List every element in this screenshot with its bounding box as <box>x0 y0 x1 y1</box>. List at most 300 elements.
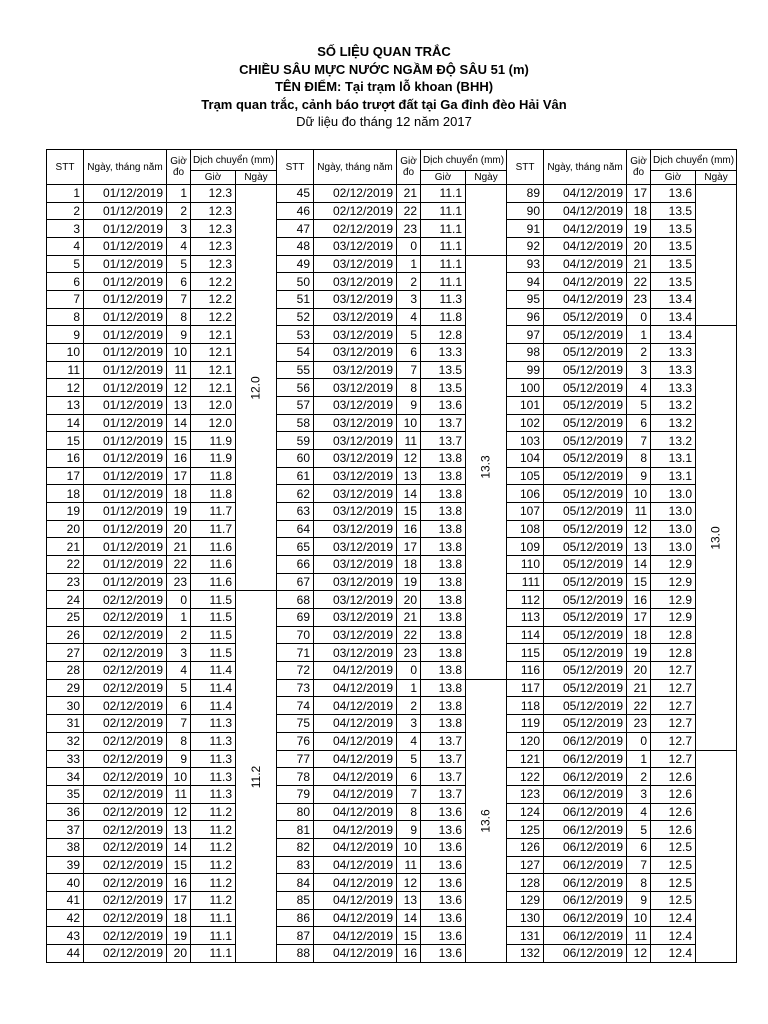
cell-stt: 21 <box>47 538 84 556</box>
cell-hour-movement: 12.1 <box>191 344 236 362</box>
cell-hour-movement: 13.8 <box>421 715 466 733</box>
cell-stt: 6 <box>47 273 84 291</box>
cell-hour: 4 <box>627 803 651 821</box>
cell-hour: 2 <box>397 697 421 715</box>
cell-stt: 105 <box>507 467 544 485</box>
cell-stt: 43 <box>47 927 84 945</box>
cell-hour: 20 <box>397 591 421 609</box>
cell-hour-movement: 12.1 <box>191 379 236 397</box>
cell-date: 05/12/2019 <box>544 326 627 344</box>
cell-stt: 38 <box>47 838 84 856</box>
header-movement: Dịch chuyển (mm) <box>651 150 737 171</box>
cell-hour-movement: 12.6 <box>651 768 696 786</box>
cell-hour: 6 <box>627 838 651 856</box>
cell-stt: 60 <box>277 450 314 468</box>
cell-date: 05/12/2019 <box>544 538 627 556</box>
header-move-day: Ngày <box>696 171 737 185</box>
cell-stt: 37 <box>47 821 84 839</box>
cell-date: 04/12/2019 <box>314 838 397 856</box>
cell-hour: 20 <box>167 520 191 538</box>
table-row <box>47 450 737 468</box>
cell-stt: 91 <box>507 220 544 238</box>
cell-hour-movement: 12.8 <box>651 644 696 662</box>
cell-stt: 127 <box>507 856 544 874</box>
cell-stt: 110 <box>507 556 544 574</box>
cell-stt: 126 <box>507 838 544 856</box>
cell-hour: 17 <box>627 185 651 203</box>
table-body <box>47 185 737 963</box>
cell-hour-movement: 11.3 <box>191 750 236 768</box>
cell-stt: 45 <box>277 185 314 203</box>
header-date: Ngày, tháng năm <box>84 150 167 185</box>
cell-hour: 19 <box>627 644 651 662</box>
cell-date: 04/12/2019 <box>544 273 627 291</box>
table-row <box>47 626 737 644</box>
cell-stt: 65 <box>277 538 314 556</box>
cell-hour-movement: 11.5 <box>191 626 236 644</box>
cell-hour-movement: 13.8 <box>421 450 466 468</box>
cell-date: 03/12/2019 <box>314 397 397 415</box>
cell-date: 02/12/2019 <box>84 821 167 839</box>
cell-stt: 119 <box>507 715 544 733</box>
cell-stt: 15 <box>47 432 84 450</box>
cell-hour-movement: 13.5 <box>651 238 696 256</box>
cell-hour-movement: 13.6 <box>421 821 466 839</box>
cell-stt: 100 <box>507 379 544 397</box>
cell-hour-movement: 11.4 <box>191 679 236 697</box>
cell-hour-movement: 13.5 <box>651 202 696 220</box>
cell-hour-movement: 13.3 <box>651 344 696 362</box>
cell-stt: 99 <box>507 361 544 379</box>
cell-stt: 53 <box>277 326 314 344</box>
cell-hour: 18 <box>397 556 421 574</box>
report-header <box>0 43 768 131</box>
cell-hour-movement: 11.8 <box>191 467 236 485</box>
cell-hour-movement: 12.6 <box>651 785 696 803</box>
cell-hour: 4 <box>397 732 421 750</box>
cell-date: 05/12/2019 <box>544 591 627 609</box>
cell-date: 03/12/2019 <box>314 361 397 379</box>
cell-hour-movement: 11.5 <box>191 609 236 627</box>
cell-stt: 109 <box>507 538 544 556</box>
table-row <box>47 944 737 962</box>
cell-hour-movement: 13.6 <box>421 891 466 909</box>
cell-date: 01/12/2019 <box>84 397 167 415</box>
cell-stt: 77 <box>277 750 314 768</box>
cell-stt: 48 <box>277 238 314 256</box>
cell-hour: 3 <box>167 644 191 662</box>
cell-date: 03/12/2019 <box>314 450 397 468</box>
cell-stt: 118 <box>507 697 544 715</box>
cell-stt: 10 <box>47 344 84 362</box>
cell-hour-movement: 11.4 <box>191 662 236 680</box>
cell-stt: 79 <box>277 785 314 803</box>
cell-hour-movement: 11.7 <box>191 503 236 521</box>
cell-hour-movement: 13.2 <box>651 414 696 432</box>
cell-date: 03/12/2019 <box>314 308 397 326</box>
cell-hour: 23 <box>397 220 421 238</box>
cell-stt: 32 <box>47 732 84 750</box>
cell-hour: 22 <box>627 697 651 715</box>
cell-stt: 49 <box>277 255 314 273</box>
day-average-value: 13.6 <box>479 809 494 833</box>
cell-hour: 16 <box>397 944 421 962</box>
cell-stt: 69 <box>277 609 314 627</box>
cell-date: 06/12/2019 <box>544 838 627 856</box>
cell-date: 02/12/2019 <box>84 768 167 786</box>
cell-hour-movement: 13.1 <box>651 450 696 468</box>
cell-hour-movement: 12.5 <box>651 856 696 874</box>
cell-hour-movement: 13.5 <box>651 255 696 273</box>
cell-hour-movement: 13.7 <box>421 768 466 786</box>
cell-hour: 15 <box>167 856 191 874</box>
cell-date: 05/12/2019 <box>544 679 627 697</box>
cell-hour: 0 <box>627 732 651 750</box>
cell-hour-movement: 12.7 <box>651 662 696 680</box>
cell-hour-movement: 11.1 <box>191 927 236 945</box>
cell-stt: 61 <box>277 467 314 485</box>
cell-stt: 97 <box>507 326 544 344</box>
cell-date: 02/12/2019 <box>84 909 167 927</box>
cell-hour: 18 <box>627 626 651 644</box>
cell-hour-movement: 11.9 <box>191 432 236 450</box>
cell-date: 02/12/2019 <box>84 838 167 856</box>
cell-stt: 39 <box>47 856 84 874</box>
cell-stt: 58 <box>277 414 314 432</box>
cell-stt: 13 <box>47 397 84 415</box>
table-row <box>47 715 737 733</box>
cell-hour-movement: 12.6 <box>651 803 696 821</box>
cell-stt: 52 <box>277 308 314 326</box>
cell-date: 06/12/2019 <box>544 821 627 839</box>
cell-hour: 5 <box>167 255 191 273</box>
header-move-hour: Giờ <box>421 171 466 185</box>
cell-date: 05/12/2019 <box>544 626 627 644</box>
cell-hour-movement: 13.0 <box>651 538 696 556</box>
cell-hour: 2 <box>167 202 191 220</box>
cell-hour: 9 <box>397 821 421 839</box>
table-row <box>47 821 737 839</box>
cell-hour: 13 <box>397 467 421 485</box>
table-row <box>47 591 737 609</box>
cell-date: 06/12/2019 <box>544 768 627 786</box>
cell-hour: 18 <box>627 202 651 220</box>
cell-stt: 36 <box>47 803 84 821</box>
cell-stt: 68 <box>277 591 314 609</box>
cell-hour: 9 <box>397 397 421 415</box>
cell-date: 03/12/2019 <box>314 432 397 450</box>
cell-hour: 10 <box>627 909 651 927</box>
cell-hour: 12 <box>397 450 421 468</box>
cell-hour: 3 <box>167 220 191 238</box>
cell-hour-movement: 12.7 <box>651 732 696 750</box>
header-hour: Giờ đo <box>167 150 191 185</box>
cell-stt: 70 <box>277 626 314 644</box>
cell-hour-movement: 11.8 <box>421 308 466 326</box>
cell-date: 01/12/2019 <box>84 556 167 574</box>
cell-hour-movement: 11.2 <box>191 891 236 909</box>
data-table <box>46 149 737 963</box>
cell-hour-movement: 11.3 <box>421 291 466 309</box>
cell-hour: 2 <box>627 344 651 362</box>
table-row <box>47 927 737 945</box>
cell-stt: 26 <box>47 626 84 644</box>
table-row <box>47 803 737 821</box>
cell-hour-movement: 13.6 <box>421 944 466 962</box>
cell-date: 06/12/2019 <box>544 732 627 750</box>
cell-hour-movement: 12.7 <box>651 715 696 733</box>
cell-date: 04/12/2019 <box>314 732 397 750</box>
cell-stt: 47 <box>277 220 314 238</box>
cell-hour-movement: 12.7 <box>651 697 696 715</box>
cell-stt: 27 <box>47 644 84 662</box>
cell-date: 01/12/2019 <box>84 344 167 362</box>
cell-hour-movement: 13.4 <box>651 326 696 344</box>
cell-hour: 2 <box>167 626 191 644</box>
table-row <box>47 220 737 238</box>
cell-hour-movement: 13.1 <box>651 467 696 485</box>
cell-stt: 114 <box>507 626 544 644</box>
cell-hour-movement: 12.0 <box>191 397 236 415</box>
cell-hour-movement: 13.6 <box>421 838 466 856</box>
cell-hour-movement: 13.6 <box>421 909 466 927</box>
cell-stt: 33 <box>47 750 84 768</box>
cell-day-movement <box>466 185 507 256</box>
cell-stt: 106 <box>507 485 544 503</box>
cell-hour-movement: 12.9 <box>651 591 696 609</box>
cell-stt: 86 <box>277 909 314 927</box>
cell-hour: 4 <box>167 662 191 680</box>
cell-hour: 18 <box>167 485 191 503</box>
measurement-period: Dữ liệu đo tháng 12 năm 2017 <box>296 114 472 129</box>
table-row <box>47 768 737 786</box>
cell-hour-movement: 12.3 <box>191 202 236 220</box>
cell-stt: 84 <box>277 874 314 892</box>
table-row <box>47 344 737 362</box>
cell-hour-movement: 12.6 <box>651 821 696 839</box>
cell-date: 05/12/2019 <box>544 414 627 432</box>
cell-stt: 129 <box>507 891 544 909</box>
cell-hour: 14 <box>167 414 191 432</box>
cell-date: 02/12/2019 <box>84 591 167 609</box>
table-row <box>47 397 737 415</box>
cell-stt: 64 <box>277 520 314 538</box>
table-row <box>47 202 737 220</box>
cell-date: 05/12/2019 <box>544 662 627 680</box>
cell-hour: 22 <box>627 273 651 291</box>
cell-stt: 46 <box>277 202 314 220</box>
cell-stt: 42 <box>47 909 84 927</box>
cell-hour-movement: 13.7 <box>421 414 466 432</box>
cell-hour-movement: 11.1 <box>421 255 466 273</box>
cell-hour-movement: 13.8 <box>421 644 466 662</box>
cell-stt: 17 <box>47 467 84 485</box>
cell-stt: 74 <box>277 697 314 715</box>
cell-hour-movement: 12.4 <box>651 927 696 945</box>
cell-stt: 28 <box>47 662 84 680</box>
cell-hour: 18 <box>167 909 191 927</box>
cell-hour: 14 <box>397 485 421 503</box>
cell-hour-movement: 12.7 <box>651 679 696 697</box>
cell-hour: 5 <box>167 679 191 697</box>
cell-hour-movement: 12.5 <box>651 838 696 856</box>
cell-hour: 22 <box>397 626 421 644</box>
cell-hour-movement: 11.1 <box>421 185 466 203</box>
table-row <box>47 520 737 538</box>
cell-hour: 21 <box>627 255 651 273</box>
cell-hour-movement: 13.8 <box>421 573 466 591</box>
cell-date: 04/12/2019 <box>544 202 627 220</box>
report-subtitle: CHIỀU SÂU MỰC NƯỚC NGẦM ĐỘ SÂU 51 (m) <box>239 61 529 77</box>
cell-date: 04/12/2019 <box>314 697 397 715</box>
cell-hour-movement: 11.1 <box>421 238 466 256</box>
cell-date: 03/12/2019 <box>314 626 397 644</box>
cell-hour-movement: 11.6 <box>191 538 236 556</box>
cell-hour: 6 <box>167 273 191 291</box>
table-row <box>47 238 737 256</box>
cell-date: 06/12/2019 <box>544 874 627 892</box>
cell-hour-movement: 12.8 <box>651 626 696 644</box>
cell-hour: 0 <box>627 308 651 326</box>
cell-hour: 19 <box>167 927 191 945</box>
cell-date: 06/12/2019 <box>544 856 627 874</box>
cell-stt: 81 <box>277 821 314 839</box>
header-movement: Dịch chuyển (mm) <box>191 150 277 171</box>
table-row <box>47 909 737 927</box>
cell-stt: 7 <box>47 291 84 309</box>
cell-hour: 16 <box>627 591 651 609</box>
cell-hour: 4 <box>397 308 421 326</box>
cell-hour: 7 <box>167 715 191 733</box>
cell-stt: 76 <box>277 732 314 750</box>
cell-stt: 131 <box>507 927 544 945</box>
cell-date: 05/12/2019 <box>544 697 627 715</box>
cell-stt: 93 <box>507 255 544 273</box>
cell-day-movement <box>466 679 507 962</box>
cell-hour-movement: 13.2 <box>651 397 696 415</box>
cell-day-movement <box>236 591 277 962</box>
cell-hour: 8 <box>397 803 421 821</box>
cell-stt: 102 <box>507 414 544 432</box>
cell-date: 01/12/2019 <box>84 255 167 273</box>
cell-date: 05/12/2019 <box>544 644 627 662</box>
table-row <box>47 361 737 379</box>
table-row <box>47 503 737 521</box>
header-movement: Dịch chuyển (mm) <box>421 150 507 171</box>
cell-stt: 111 <box>507 573 544 591</box>
cell-hour-movement: 13.8 <box>421 556 466 574</box>
cell-hour: 3 <box>397 715 421 733</box>
cell-date: 02/12/2019 <box>84 785 167 803</box>
cell-hour: 10 <box>627 485 651 503</box>
cell-hour: 6 <box>627 414 651 432</box>
cell-hour-movement: 12.3 <box>191 238 236 256</box>
cell-stt: 44 <box>47 944 84 962</box>
cell-stt: 3 <box>47 220 84 238</box>
cell-hour: 5 <box>627 397 651 415</box>
cell-hour: 11 <box>627 927 651 945</box>
cell-stt: 16 <box>47 450 84 468</box>
cell-date: 04/12/2019 <box>544 220 627 238</box>
cell-stt: 124 <box>507 803 544 821</box>
cell-date: 02/12/2019 <box>314 202 397 220</box>
cell-date: 02/12/2019 <box>84 856 167 874</box>
cell-day-movement <box>696 185 737 326</box>
cell-date: 03/12/2019 <box>314 591 397 609</box>
cell-hour-movement: 13.0 <box>651 485 696 503</box>
table-row <box>47 750 737 768</box>
cell-hour: 6 <box>167 697 191 715</box>
cell-hour: 16 <box>167 450 191 468</box>
cell-hour-movement: 12.7 <box>651 750 696 768</box>
cell-stt: 101 <box>507 397 544 415</box>
day-average-value: 13.0 <box>709 526 724 550</box>
cell-date: 03/12/2019 <box>314 538 397 556</box>
cell-hour: 15 <box>397 927 421 945</box>
cell-hour: 4 <box>627 379 651 397</box>
cell-hour-movement: 13.7 <box>421 785 466 803</box>
cell-hour: 17 <box>167 467 191 485</box>
cell-date: 04/12/2019 <box>314 944 397 962</box>
cell-hour-movement: 12.5 <box>651 891 696 909</box>
table-row <box>47 662 737 680</box>
cell-stt: 57 <box>277 397 314 415</box>
table-header <box>47 150 737 185</box>
cell-stt: 20 <box>47 520 84 538</box>
cell-hour-movement: 11.2 <box>191 821 236 839</box>
cell-stt: 71 <box>277 644 314 662</box>
cell-date: 02/12/2019 <box>84 891 167 909</box>
cell-hour-movement: 11.3 <box>191 732 236 750</box>
cell-date: 04/12/2019 <box>314 874 397 892</box>
cell-hour-movement: 12.9 <box>651 573 696 591</box>
cell-stt: 24 <box>47 591 84 609</box>
table-row <box>47 838 737 856</box>
cell-date: 02/12/2019 <box>84 732 167 750</box>
cell-date: 04/12/2019 <box>314 856 397 874</box>
table-row <box>47 573 737 591</box>
cell-date: 03/12/2019 <box>314 238 397 256</box>
cell-stt: 98 <box>507 344 544 362</box>
cell-hour: 9 <box>167 750 191 768</box>
cell-date: 02/12/2019 <box>84 609 167 627</box>
cell-date: 02/12/2019 <box>84 927 167 945</box>
cell-date: 02/12/2019 <box>314 220 397 238</box>
cell-date: 05/12/2019 <box>544 573 627 591</box>
cell-stt: 92 <box>507 238 544 256</box>
cell-stt: 18 <box>47 485 84 503</box>
cell-stt: 94 <box>507 273 544 291</box>
table-row <box>47 891 737 909</box>
cell-date: 03/12/2019 <box>314 485 397 503</box>
cell-stt: 113 <box>507 609 544 627</box>
header-move-day: Ngày <box>236 171 277 185</box>
cell-date: 04/12/2019 <box>314 750 397 768</box>
cell-hour: 12 <box>167 379 191 397</box>
cell-date: 01/12/2019 <box>84 291 167 309</box>
cell-hour-movement: 12.3 <box>191 255 236 273</box>
cell-hour-movement: 13.8 <box>421 662 466 680</box>
cell-stt: 121 <box>507 750 544 768</box>
cell-date: 05/12/2019 <box>544 609 627 627</box>
cell-hour-movement: 13.8 <box>421 503 466 521</box>
header-move-day: Ngày <box>466 171 507 185</box>
cell-hour-movement: 12.3 <box>191 220 236 238</box>
cell-date: 05/12/2019 <box>544 344 627 362</box>
cell-hour-movement: 13.7 <box>421 750 466 768</box>
cell-stt: 89 <box>507 185 544 203</box>
cell-date: 03/12/2019 <box>314 503 397 521</box>
